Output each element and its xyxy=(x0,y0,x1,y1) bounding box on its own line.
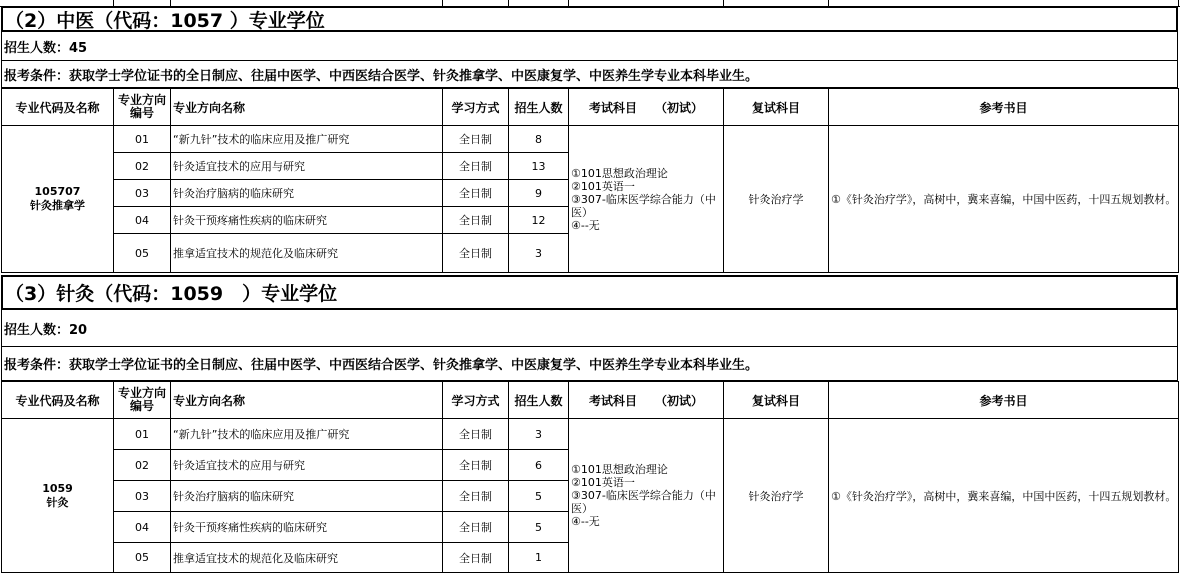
enrollment-number: 1 xyxy=(509,543,569,573)
enrollment-count: 招生人数：45 xyxy=(1,32,1178,61)
direction-name: 推拿适宜技术的规范化及临床研究 xyxy=(171,543,443,573)
direction-name: “新九针”技术的临床应用及推广研究 xyxy=(171,126,443,153)
major-code: 105707 xyxy=(34,185,81,198)
direction-name: 针灸治疗脑病的临床研究 xyxy=(171,481,443,512)
reference-books: ①《针灸治疗学》，高树中，冀来喜编，中国中医药，十四五规划教材。 xyxy=(829,126,1179,273)
direction-no: 03 xyxy=(114,481,171,512)
direction-no: 02 xyxy=(114,153,171,180)
direction-no: 03 xyxy=(114,180,171,207)
subject-item: ③307-临床医学综合能力（中医） xyxy=(571,192,716,219)
study-mode: 全日制 xyxy=(443,234,509,273)
header-retest: 复试科目 xyxy=(724,382,829,419)
study-mode: 全日制 xyxy=(443,180,509,207)
header-retest: 复试科目 xyxy=(724,89,829,126)
major-name: 针灸 xyxy=(46,495,69,509)
exam-subjects xyxy=(569,126,724,273)
study-mode: 全日制 xyxy=(443,512,509,543)
major-name: 针灸推拿学 xyxy=(30,199,85,212)
direction-name: 针灸干预疼痛性疾病的临床研究 xyxy=(171,207,443,234)
direction-no: 05 xyxy=(114,234,171,273)
enrollment-number: 6 xyxy=(509,450,569,481)
direction-no: 01 xyxy=(114,419,171,450)
header-study-mode: 学习方式 xyxy=(443,89,509,126)
exam-subjects xyxy=(569,419,724,573)
enrollment-number: 12 xyxy=(509,207,569,234)
enrollment-count: 招生人数：20 xyxy=(1,310,1178,347)
direction-no: 01 xyxy=(114,126,171,153)
study-mode: 全日制 xyxy=(443,419,509,450)
direction-no: 05 xyxy=(114,543,171,573)
header-exam-subjects: 考试科目 （初试） xyxy=(569,382,724,419)
direction-name: 针灸治疗脑病的临床研究 xyxy=(171,180,443,207)
enrollment-number: 3 xyxy=(509,419,569,450)
major-cell xyxy=(2,126,114,273)
study-mode: 全日制 xyxy=(443,450,509,481)
study-mode: 全日制 xyxy=(443,153,509,180)
subject-item: ①101思想政治理论 xyxy=(571,463,668,476)
study-mode: 全日制 xyxy=(443,126,509,153)
subject-item: ②101英语一 xyxy=(571,179,635,193)
table-header-row xyxy=(2,89,1179,126)
enrollment-number: 13 xyxy=(509,153,569,180)
study-mode: 全日制 xyxy=(443,481,509,512)
admission-requirement: 报考条件：获取学士学位证书的全日制应、往届中医学、中西医结合医学、针灸推拿学、中医康复学、中医养生学专业本科毕业生。 xyxy=(1,61,1178,88)
direction-name: 针灸干预疼痛性疾病的临床研究 xyxy=(171,512,443,543)
direction-no: 04 xyxy=(114,207,171,234)
subject-item: ①101思想政治理论 xyxy=(571,166,668,180)
direction-name: 推拿适宜技术的规范化及临床研究 xyxy=(171,234,443,273)
enrollment-number: 9 xyxy=(509,180,569,207)
header-study-mode: 学习方式 xyxy=(443,382,509,419)
header-direction-no: 专业方向编号 xyxy=(114,89,171,126)
subject-item: ④--无 xyxy=(571,515,600,528)
table-header-row xyxy=(2,382,1179,419)
table-row xyxy=(2,419,1179,450)
section-title: （2）中医（代码：1057 ）专业学位 xyxy=(1,6,1178,32)
header-exam-subjects: 考试科目 （初试） xyxy=(569,89,724,126)
direction-name: 针灸适宜技术的应用与研究 xyxy=(171,153,443,180)
header-major: 专业代码及名称 xyxy=(2,89,114,126)
section-title: （3）针灸（代码：1059 ）专业学位 xyxy=(1,275,1178,310)
direction-name: “新九针”技术的临床应用及推广研究 xyxy=(171,419,443,450)
header-books: 参考书目 xyxy=(829,382,1179,419)
header-direction-no: 专业方向编号 xyxy=(114,382,171,419)
subject-item: ②101英语一 xyxy=(571,476,635,489)
admission-requirement: 报考条件：获取学士学位证书的全日制应、往届中医学、中西医结合医学、针灸推拿学、中医康复学、中医养生学专业本科毕业生。 xyxy=(1,347,1178,381)
direction-name: 针灸适宜技术的应用与研究 xyxy=(171,450,443,481)
major-cell xyxy=(2,419,114,573)
major-code: 1059 xyxy=(42,481,73,495)
header-enrollment: 招生人数 xyxy=(509,382,569,419)
retest-subject: 针灸治疗学 xyxy=(724,126,829,273)
subject-item: ③307-临床医学综合能力（中医） xyxy=(571,489,716,515)
header-enrollment: 招生人数 xyxy=(509,89,569,126)
program-table xyxy=(1,88,1179,273)
enrollment-number: 8 xyxy=(509,126,569,153)
reference-books: ①《针灸治疗学》，高树中，冀来喜编，中国中医药，十四五规划教材。 xyxy=(829,419,1179,573)
program-table xyxy=(1,381,1179,573)
study-mode: 全日制 xyxy=(443,207,509,234)
header-direction-name: 专业方向名称 xyxy=(171,382,443,419)
header-direction-name: 专业方向名称 xyxy=(171,89,443,126)
direction-no: 04 xyxy=(114,512,171,543)
header-major: 专业代码及名称 xyxy=(2,382,114,419)
direction-no: 02 xyxy=(114,450,171,481)
enrollment-number: 5 xyxy=(509,512,569,543)
retest-subject: 针灸治疗学 xyxy=(724,419,829,573)
table-row xyxy=(2,126,1179,153)
header-books: 参考书目 xyxy=(829,89,1179,126)
study-mode: 全日制 xyxy=(443,543,509,573)
enrollment-number: 3 xyxy=(509,234,569,273)
enrollment-number: 5 xyxy=(509,481,569,512)
subject-item: ④--无 xyxy=(571,218,600,232)
